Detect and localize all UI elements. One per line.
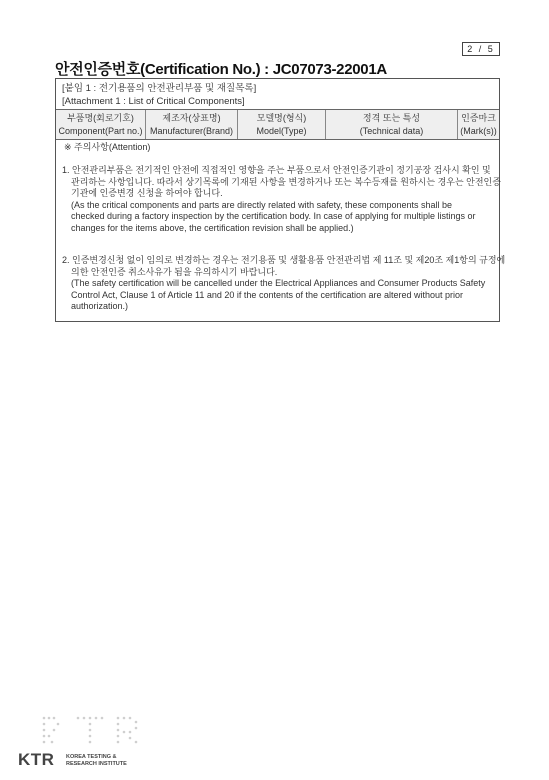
note-1 — [62, 165, 501, 235]
header-manufacturer — [146, 110, 238, 139]
critical-components-box — [55, 78, 506, 322]
note-1-line: 1. 안전관리부품은 전기적인 안전에 직접적인 영향을 주는 부품으로서 안전인증기관이 정기공장 검사시 확인 및 — [62, 165, 491, 175]
header-technical-data-en: (Technical data) — [359, 125, 424, 136]
note-1-line: 기관에 인증변경 신청을 하여야 합니다. — [71, 188, 223, 199]
components-table-header — [56, 109, 499, 140]
header-model-ko: 모델명(형식) — [256, 112, 307, 123]
institute-name-line: RESEARCH INSTITUTE — [66, 760, 127, 767]
ktr-logo: KTR — [18, 750, 55, 769]
attachment-heading-korean: [붙임 1 : 전기용품의 안전관리부품 및 재질목록] — [62, 83, 257, 94]
page-number: 2 / 5 — [462, 42, 500, 56]
attachment-heading — [62, 82, 256, 108]
note-2-line: authorization.) — [71, 301, 129, 312]
header-component-ko: 부품명(회로기호) — [67, 112, 134, 123]
note-1-line: checked during a factory inspection by the certification body. In case of applying for multiple listings or — [71, 211, 476, 222]
note-2-line: Control Act, Clause 1 of Article 11 and 20 if the contents of the certification are altered without prior — [71, 289, 464, 300]
header-model — [238, 110, 326, 139]
certification-title: 안전인증번호(Certification No.) : JC07073-22001A — [55, 61, 387, 78]
header-component — [56, 110, 146, 139]
note-2-line: 2. 인증변경신청 없이 임의로 변경하는 경우는 전기용품 및 생활용품 안전관리법 제 11조 및 제20조 제1항의 규정에 — [62, 255, 506, 265]
header-marks-ko: 인증마크 — [461, 112, 496, 123]
note-1-line: (As the critical components and parts are directly related with safety, these components shall be — [71, 199, 453, 210]
note-2-line: 의한 안전인증 취소사유가 됨을 유의하시기 바랍니다. — [71, 266, 278, 277]
institute-name-line: KOREA TESTING & — [66, 754, 117, 760]
header-marks-en: (Mark(s)) — [460, 125, 497, 136]
header-technical-data-ko: 정격 또는 특성 — [362, 112, 421, 123]
header-manufacturer-en: Manufacturer(Brand) — [149, 125, 234, 136]
note-1-line: 관리하는 사항입니다. 따라서 상기목록에 기재된 사항을 변경하거나 또는 복수등재를 원하시는 경우는 안전인증 — [71, 176, 501, 187]
note-1-line: changes for the items above, the certification revision shall be applied.) — [71, 222, 354, 233]
header-model-en: Model(Type) — [256, 125, 307, 136]
institute-name — [66, 754, 127, 767]
header-component-en: Component(Part no.) — [58, 125, 143, 136]
header-marks — [458, 110, 499, 139]
attachment-heading-english: [Attachment 1 : List of Critical Components] — [62, 96, 245, 107]
attention-label: ※ 주의사항(Attention) — [64, 142, 151, 152]
note-2 — [62, 255, 506, 313]
note-2-line: (The safety certification will be cancelled under the Electrical Appliances and Consumer Products Safety — [71, 278, 486, 289]
header-manufacturer-ko: 제조자(상표명) — [162, 112, 221, 123]
header-technical-data — [326, 110, 458, 139]
